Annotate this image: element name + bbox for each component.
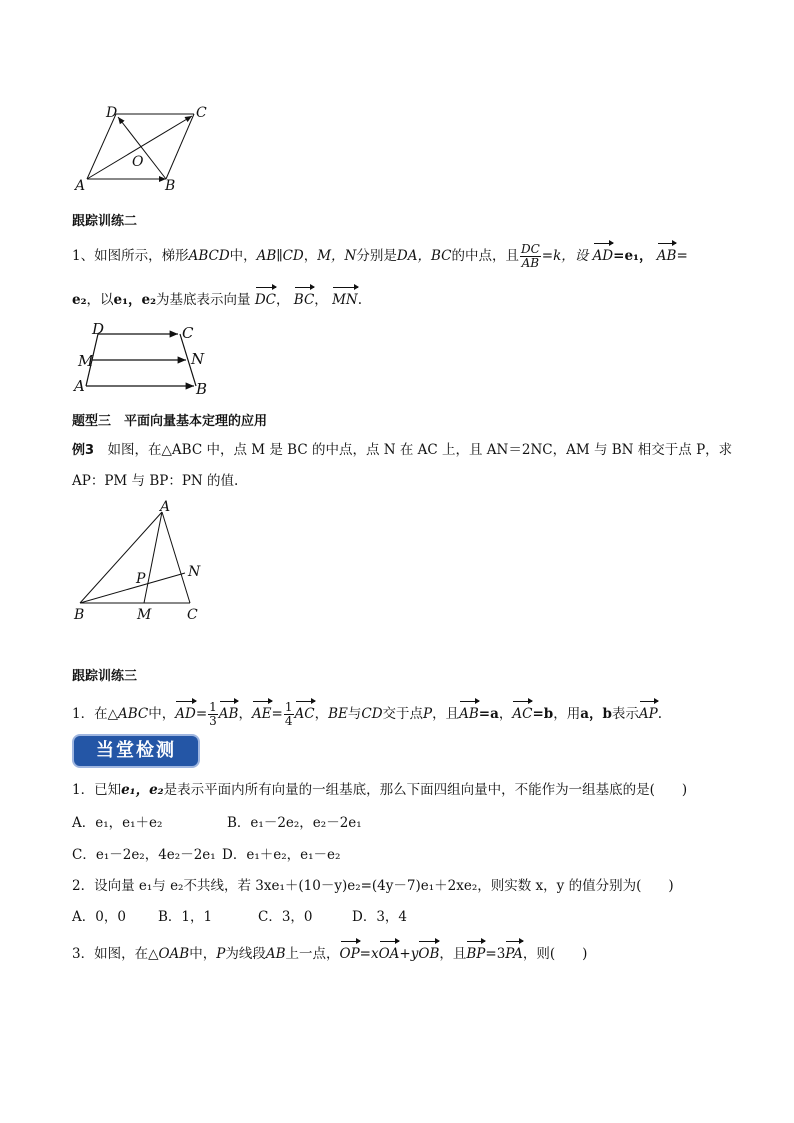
label-c: C (187, 607, 198, 623)
label-b: B (74, 607, 85, 623)
label-a: A (74, 377, 85, 395)
example-3-line2: AP：PM 与 BP：PN 的值. (72, 473, 239, 489)
practice-3-question-1: 1．在△ABC中，AD= $\frac{1}{3}$ AB，AE= $\frac{1}{4}$ AC，BE与CD交于点P，且AB=a，AC=b，用a，b表示AP. (72, 700, 663, 728)
label-a: A (75, 178, 86, 194)
label-d: D (106, 105, 118, 121)
vector-dc: DC (255, 284, 276, 310)
check-question-1: 1．已知e₁，e₂是表示平面内所有向量的一组基底，那么下面四组向量中，不能作为一组基底的是( ) (72, 782, 688, 798)
check-q1-option-b: B．e₁－2e₂，e₂－2e₁ (227, 815, 362, 831)
label-n: N (188, 564, 201, 580)
vector-ad: AD (593, 240, 614, 266)
section-heading-practice-3: 跟踪训练三 (72, 669, 138, 684)
label-c: C (196, 105, 207, 121)
check-q1-option-a: A．e₁，e₁＋e₂ (72, 815, 163, 831)
label-b: B (165, 178, 176, 194)
check-q1-option-d: D．e₁＋e₂，e₁－e₂ (222, 847, 341, 863)
section-badge-in-class-check: 当堂检测 (74, 736, 198, 766)
label-a: A (160, 499, 171, 515)
label-p: P (136, 571, 146, 587)
vector-ab: AB (657, 240, 677, 266)
trapezoid-figure (70, 318, 220, 398)
label-o: O (132, 154, 144, 170)
label-c: C (182, 324, 194, 342)
triangle-figure (70, 498, 220, 628)
label-n: N (191, 350, 205, 368)
check-q1-option-c: C．e₁－2e₂，4e₂－2e₁ (72, 847, 216, 863)
label-d: D (92, 320, 105, 338)
vector-bc: BC (294, 284, 315, 310)
check-q2-option-d: D．3，4 (352, 909, 408, 925)
label-m: M (78, 352, 94, 370)
section-heading-practice-2: 跟踪训练二 (72, 214, 138, 229)
example-3-line1: 例3 如图，在△ABC 中，点 M 是 BC 的中点，点 N 在 AC 上，且 AN＝2NC，AM 与 BN 相交于点 P，求 (72, 442, 733, 458)
check-q2-option-a: A．0，0 (72, 909, 126, 925)
check-q2-option-c: C．3，0 (258, 909, 313, 925)
practice-2-question-1-line2: e₂，以e₁，e₂为基底表示向量 DC， BC， MN. (72, 284, 362, 310)
section-heading-type-3: 题型三 平面向量基本定理的应用 (72, 414, 268, 429)
label-b: B (196, 380, 208, 398)
practice-2-question-1: 1、如图所示，梯形ABCD中，AB∥CD，M，N分别是DA，BC的中点，且 $\frac{DC}{AB}$ =k，设 AD=e₁， AB= (72, 242, 688, 270)
vector-mn: MN (332, 284, 358, 310)
fraction-dc-ab: $\frac{DC}{AB}$ (520, 242, 540, 270)
parallelogram-figure (70, 100, 220, 195)
check-question-2: 2．设向量 e₁与 e₂不共线，若 3xe₁＋(10－y)e₂=(4y－7)e₁＋2xe₂，则实数 x，y 的值分别为( ) (72, 878, 674, 894)
label-m: M (137, 607, 152, 623)
check-question-3: 3．如图，在△OAB中，P为线段AB上一点，OP=xOA+yOB，且BP=3PA，则( ) (72, 938, 587, 964)
check-q2-option-b: B．1，1 (158, 909, 213, 925)
